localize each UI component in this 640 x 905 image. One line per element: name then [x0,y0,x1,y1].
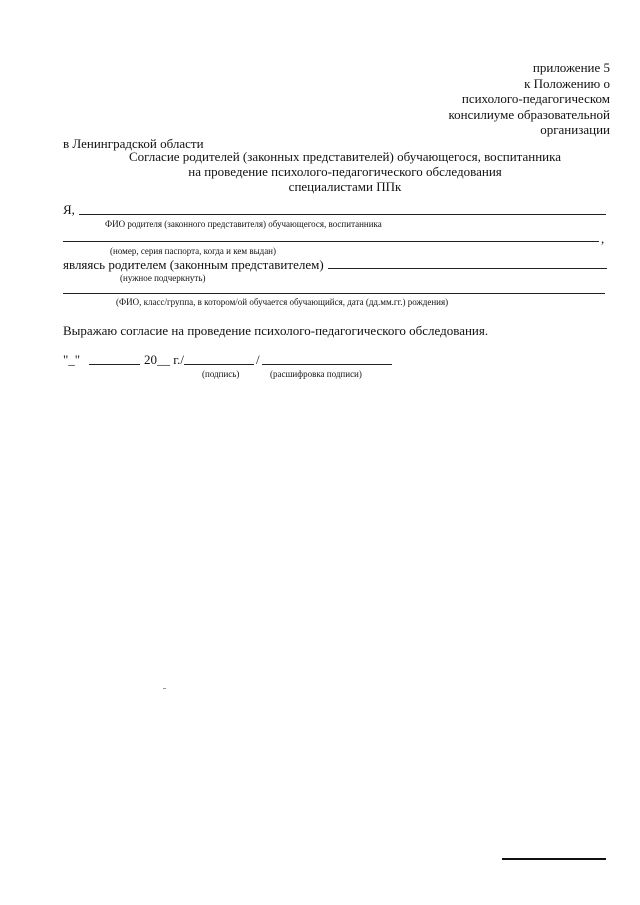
scan-dot [163,688,166,689]
student-info-hint: (ФИО, класс/группа, в котором/ой обучается обучающийся, дата (дд.мм.гг.) рождения) [116,297,449,307]
date-day: "_" [63,352,81,367]
decode-hint: (расшифровка подписи) [270,369,362,379]
title-line-2: на проведение психолого-педагогического обследования [188,163,502,179]
passport-hint: (номер, серия паспорта, когда и кем выдан) [110,246,276,256]
document-title [0,150,640,194]
i-label: Я, [63,202,75,217]
appendix-line: организации [540,122,610,138]
student-info-field[interactable] [63,293,605,294]
signature-field[interactable] [184,364,254,365]
date-month-field[interactable] [89,364,140,365]
title-line-3: специалистами ППк [288,178,402,194]
signature-slash: / [256,352,260,367]
consent-statement: Выражаю согласие на проведение психолого-педагогического обследования. [63,323,489,338]
appendix-line: приложение 5 [532,60,610,75]
bottom-rule [502,858,606,860]
region-line: в Ленинградской области [63,136,204,151]
appendix-line: консилиуме образовательной [448,106,610,122]
signature-decode-field[interactable] [262,364,392,365]
underline-hint: (нужное подчеркнуть) [120,273,206,283]
appendix-line: психолого-педагогическом [461,91,610,107]
appendix-line: к Положению о [524,75,610,91]
parent-fio-hint: ФИО родителя (законного представителя) обучающегося, воспитанника [105,219,382,229]
passport-comma: , [601,231,605,246]
passport-field[interactable] [63,241,599,242]
appendix-block [350,60,610,138]
parent-status-label: являясь родителем (законным представителем) [63,257,324,272]
title-line-1: Согласие родителей (законных представителей) обучающегося, воспитанника [128,149,562,164]
date-year: 20__ г./ [144,352,184,367]
signature-hint: (подпись) [202,369,240,379]
parent-status-field[interactable] [328,268,607,269]
parent-fio-field[interactable] [79,214,606,215]
